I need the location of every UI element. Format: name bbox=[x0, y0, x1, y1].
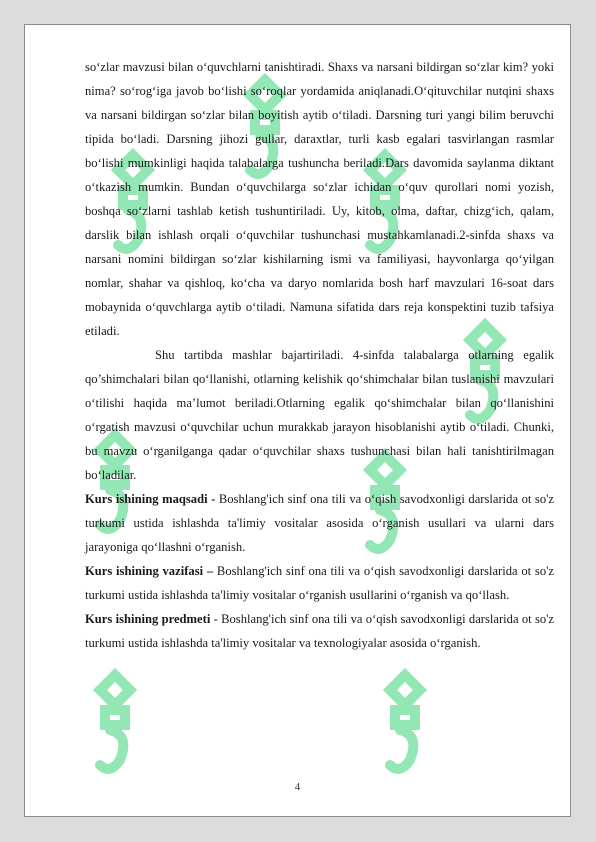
subject-label: Kurs ishining predmeti bbox=[85, 612, 211, 626]
watermark-logo-icon bbox=[375, 665, 435, 785]
watermark-logo-icon bbox=[85, 665, 145, 785]
goal-label: Kurs ishining maqsadi - bbox=[85, 492, 216, 506]
page-number: 4 bbox=[294, 781, 301, 793]
subject-paragraph bbox=[85, 607, 554, 655]
paragraph-2: Shu tartibda mashlar bajartiriladi. 4-sinfda talabalarga otlarning egalik qo’shimchalari bilan qo‘llanishi, otlarning kelishik qo‘shimchalar bilan tuslanishi mavzulari o‘tilishi haqida ma’lumot beriladi.Otlarning egalik qo‘shimchalar bilan qo‘llanishini o‘rgatish mavzusi o‘quvchilar uchun murakkab jarayon hisoblanishi aytib o‘tiladi. Chunki, bu mavzu o‘rganilganga qadar o‘quvchilar shaxs tushunchasi bilan hali tanishtirilmagan bo‘ladilar. bbox=[85, 348, 554, 482]
task-text: Boshlang'ich sinf ona tili va o‘qish savodxonligi darslarida ot so'z turkumi ustida ishlashda ta'limiy vositalar o‘rganish usullarini o‘rganish va qo‘llash. bbox=[85, 564, 554, 602]
paragraph-1: so‘zlar mavzusi bilan o‘quvchlarni tanishtiradi. Shaxs va narsani bildirgan so‘zlar kim? yoki nima? so‘rog‘iga javob bo‘lishi so‘roqlar yordamida aniqlanadi.O‘qituvchilar nutqini shaxs va narsani bildirgan so‘zlar bilan boyitish aytib o‘tiladi. Darsning turi yangi bilim beruvchi tipida bo‘ladi. Darsning jihozi gullar, daraxtlar, turli kasb egalari tasvirlangan rasmlar bo‘lishi mumkinligi haqida talabalarga tushuncha beriladi.Dars davomida saylanma diktant o‘tkazish mumkin. Bundan o‘quvchilarga so‘zlar ichidan o‘quv qurollari nomi yozish, boshqa so‘zlarni tashlab ketish tushuntiriladi. Uy, kitob, olma, daftar, chizg‘ich, qalam, darslik bilan ishlash orqali o‘quvchilar tushunchasi mustahkamlanadi.2-sinfda shaxs va narsani nomini bildirgan so‘zlar kishilarning ismi va familiyasi, hayvonlarga qo‘yilgan nomlar, shahar va qishloq, ko‘cha va daryo nomlarida bosh harf mavzulari 16-soat dars mobaynida o‘quvchlarga aytib o‘tiladi. Namuna sifatida dars reja konspektini tuzib tafsiya etiladi. bbox=[85, 60, 554, 338]
task-paragraph bbox=[85, 559, 554, 607]
task-label: Kurs ishining vazifasi – bbox=[85, 564, 214, 578]
document-body bbox=[85, 55, 554, 655]
subject-text: - Boshlang'ich sinf ona tili va o‘qish savodxonligi darslarida ot so'z turkumi ustida ishlashda ta'limiy vositalar va texnologiyalar asosida o‘rganish. bbox=[85, 612, 554, 650]
goal-paragraph bbox=[85, 487, 554, 559]
document-page bbox=[24, 24, 571, 817]
goal-text: Boshlang'ich sinf ona tili va o‘qish savodxonligi darslarida ot so'z turkumi ustida ishlashda ta'limiy vositalar asosida o‘rganish usullari va ularni dars jarayoniga qo‘llashni o‘rganish. bbox=[85, 492, 554, 554]
